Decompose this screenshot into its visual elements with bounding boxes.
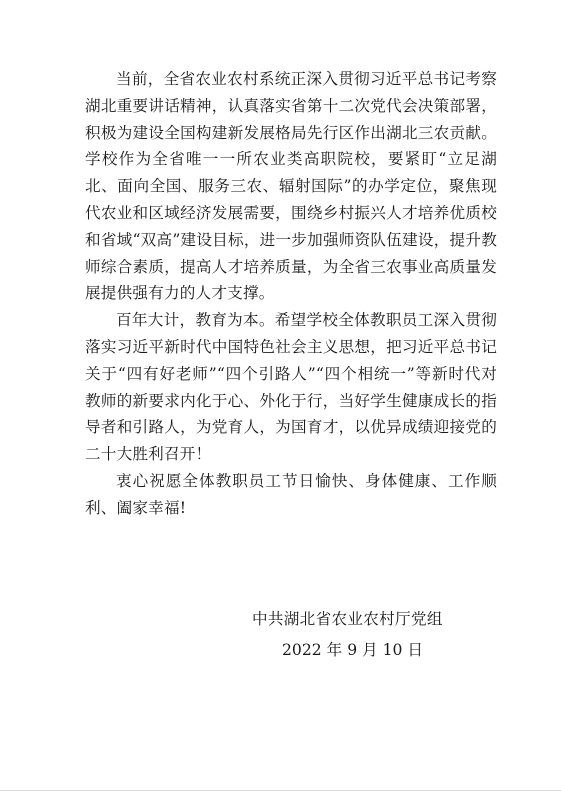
letter-body <box>85 66 497 522</box>
paragraph-2: 百年大计，教育为本。希望学校全体教职员工深入贯彻落实习近平新时代中国特色社会主义思想，把习近平总书记关于“四有好老师”“四个引路人”“四个相统一”等新时代对教师的新要求内化于心、外化于行，当好学生健康成长的指导者和引路人，为党育人，为国育才，以优异成绩迎接党的二十大胜利召开！ <box>85 311 497 464</box>
paragraph-3: 衷心祝愿全体教职员工节日愉快、身体健康、工作顺利、阖家幸福! <box>85 471 497 517</box>
signature-organization: 中共湖北省农业农村厅党组 <box>252 610 443 628</box>
signature-date: 2022 年 9 月 10 日 <box>282 641 424 659</box>
paragraph-1: 当前，全省农业农村系统正深入贯彻习近平总书记考察湖北重要讲话精神，认真落实省第十二次党代会决策部署，积极为建设全国构建新发展格局先行区作出湖北三农贡献。学校作为全省唯一一所农业类高职院校，要紧盯“立足湖北、面向全国、服务三农、辐射国际”的办学定位，聚焦现代农业和区域经济发展需要，围绕乡村振兴人才培养优质校和省域“双高”建设目标，进一步加强师资队伍建设，提升教师综合素质，提高人才培养质量，为全省三农事业高质量发展提供强有力的人才支撑。 <box>85 70 497 303</box>
page-edge-divider <box>0 790 561 791</box>
signature-block <box>252 606 452 663</box>
